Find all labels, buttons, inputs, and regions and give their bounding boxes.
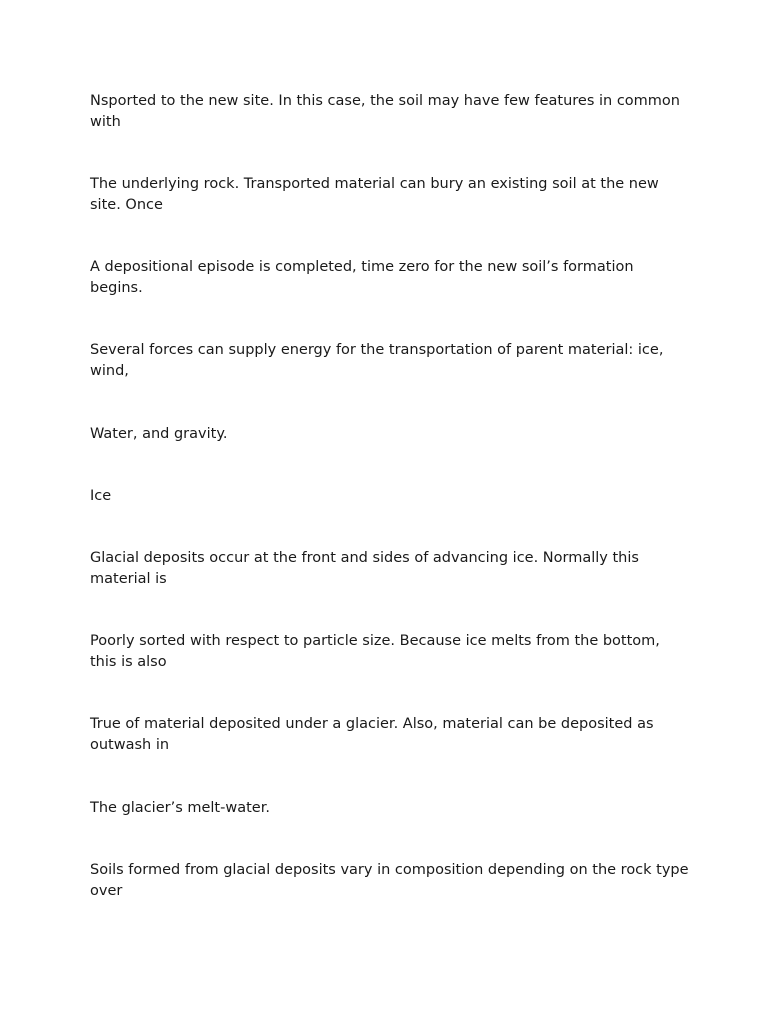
paragraph-7: Poorly sorted with respect to particle size. Because ice melts from the bottom, this is also — [90, 633, 660, 670]
paragraph-9: The glacier’s melt-water. — [90, 800, 270, 816]
paragraph-4: Several forces can supply energy for the transportation of parent material: ice, wind, — [90, 342, 664, 379]
paragraph-5: Water, and gravity. — [90, 426, 228, 442]
paragraph-1: Nsported to the new site. In this case, the soil may have few features in common with — [90, 93, 680, 130]
paragraph-6: Glacial deposits occur at the front and sides of advancing ice. Normally this material is — [90, 550, 639, 587]
paragraph-2: The underlying rock. Transported material can bury an existing soil at the new site. Once — [90, 176, 659, 213]
paragraph-10: Soils formed from glacial deposits vary in composition depending on the rock type over — [90, 862, 689, 899]
paragraph-3: A depositional episode is completed, time zero for the new soil’s formation begins. — [90, 259, 634, 296]
paragraph-8: True of material deposited under a glacier. Also, material can be deposited as outwash in — [90, 716, 654, 753]
section-heading-ice: Ice — [90, 488, 112, 504]
